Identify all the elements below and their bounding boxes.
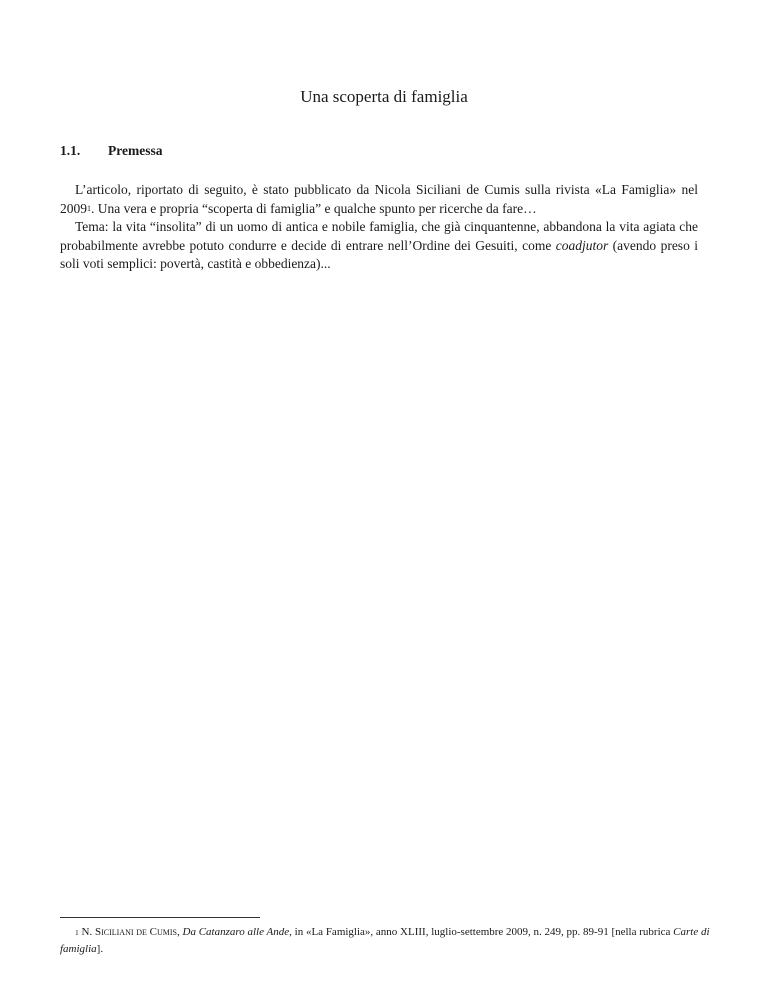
section-heading	[60, 142, 162, 160]
document-title: Una scoperta di famiglia	[300, 87, 468, 106]
footnote-separator	[60, 917, 260, 918]
paragraph-text: (avendo preso i soli voti semplici: povertà, castità e obbedienza)...	[60, 237, 698, 271]
footnote-rubric: Carte di famiglia	[60, 926, 710, 955]
footnote-closing: ].	[96, 942, 104, 955]
footnote-work-title: Da Catanzaro alle Ande	[182, 926, 290, 938]
footnote-reference[interactable]: 1	[87, 203, 91, 213]
section-number: 1.1.	[60, 143, 81, 158]
emphasis-text: coadjutor	[555, 237, 609, 253]
footnote	[60, 924, 710, 957]
paragraph-text: L’articolo, riportato di seguito, è stato pubblicato da Nicola Siciliani de Cumis sulla rivista «La Famiglia» nel 2009	[60, 182, 698, 216]
paragraph	[60, 218, 698, 274]
paragraph-text: . Una vera e propria “scoperta di famiglia” e qualche spunto per ricerche da fare…	[91, 200, 537, 216]
footnote-separator-text: ,	[177, 926, 183, 938]
section-title: Premessa	[108, 143, 163, 158]
footnote-author-name: Siciliani de Cumis	[94, 926, 178, 938]
paragraph	[60, 181, 698, 218]
footnote-author-initial: N.	[81, 926, 95, 938]
paragraph-text: Tema: la vita “insolita” di un uomo di antica e nobile famiglia, che già cinquantenne, abbandona la vita agiata che probabilmente avrebbe potuto condurre e decide di entrare nell’Ordine dei Gesuiti, come	[60, 219, 698, 253]
footnote-details: , in «La Famiglia», anno XLIII, luglio-settembre 2009, n. 249, pp. 89-91 [nella rubrica	[289, 926, 674, 938]
footnote-mark: 1	[75, 928, 79, 937]
body-text	[60, 181, 698, 274]
